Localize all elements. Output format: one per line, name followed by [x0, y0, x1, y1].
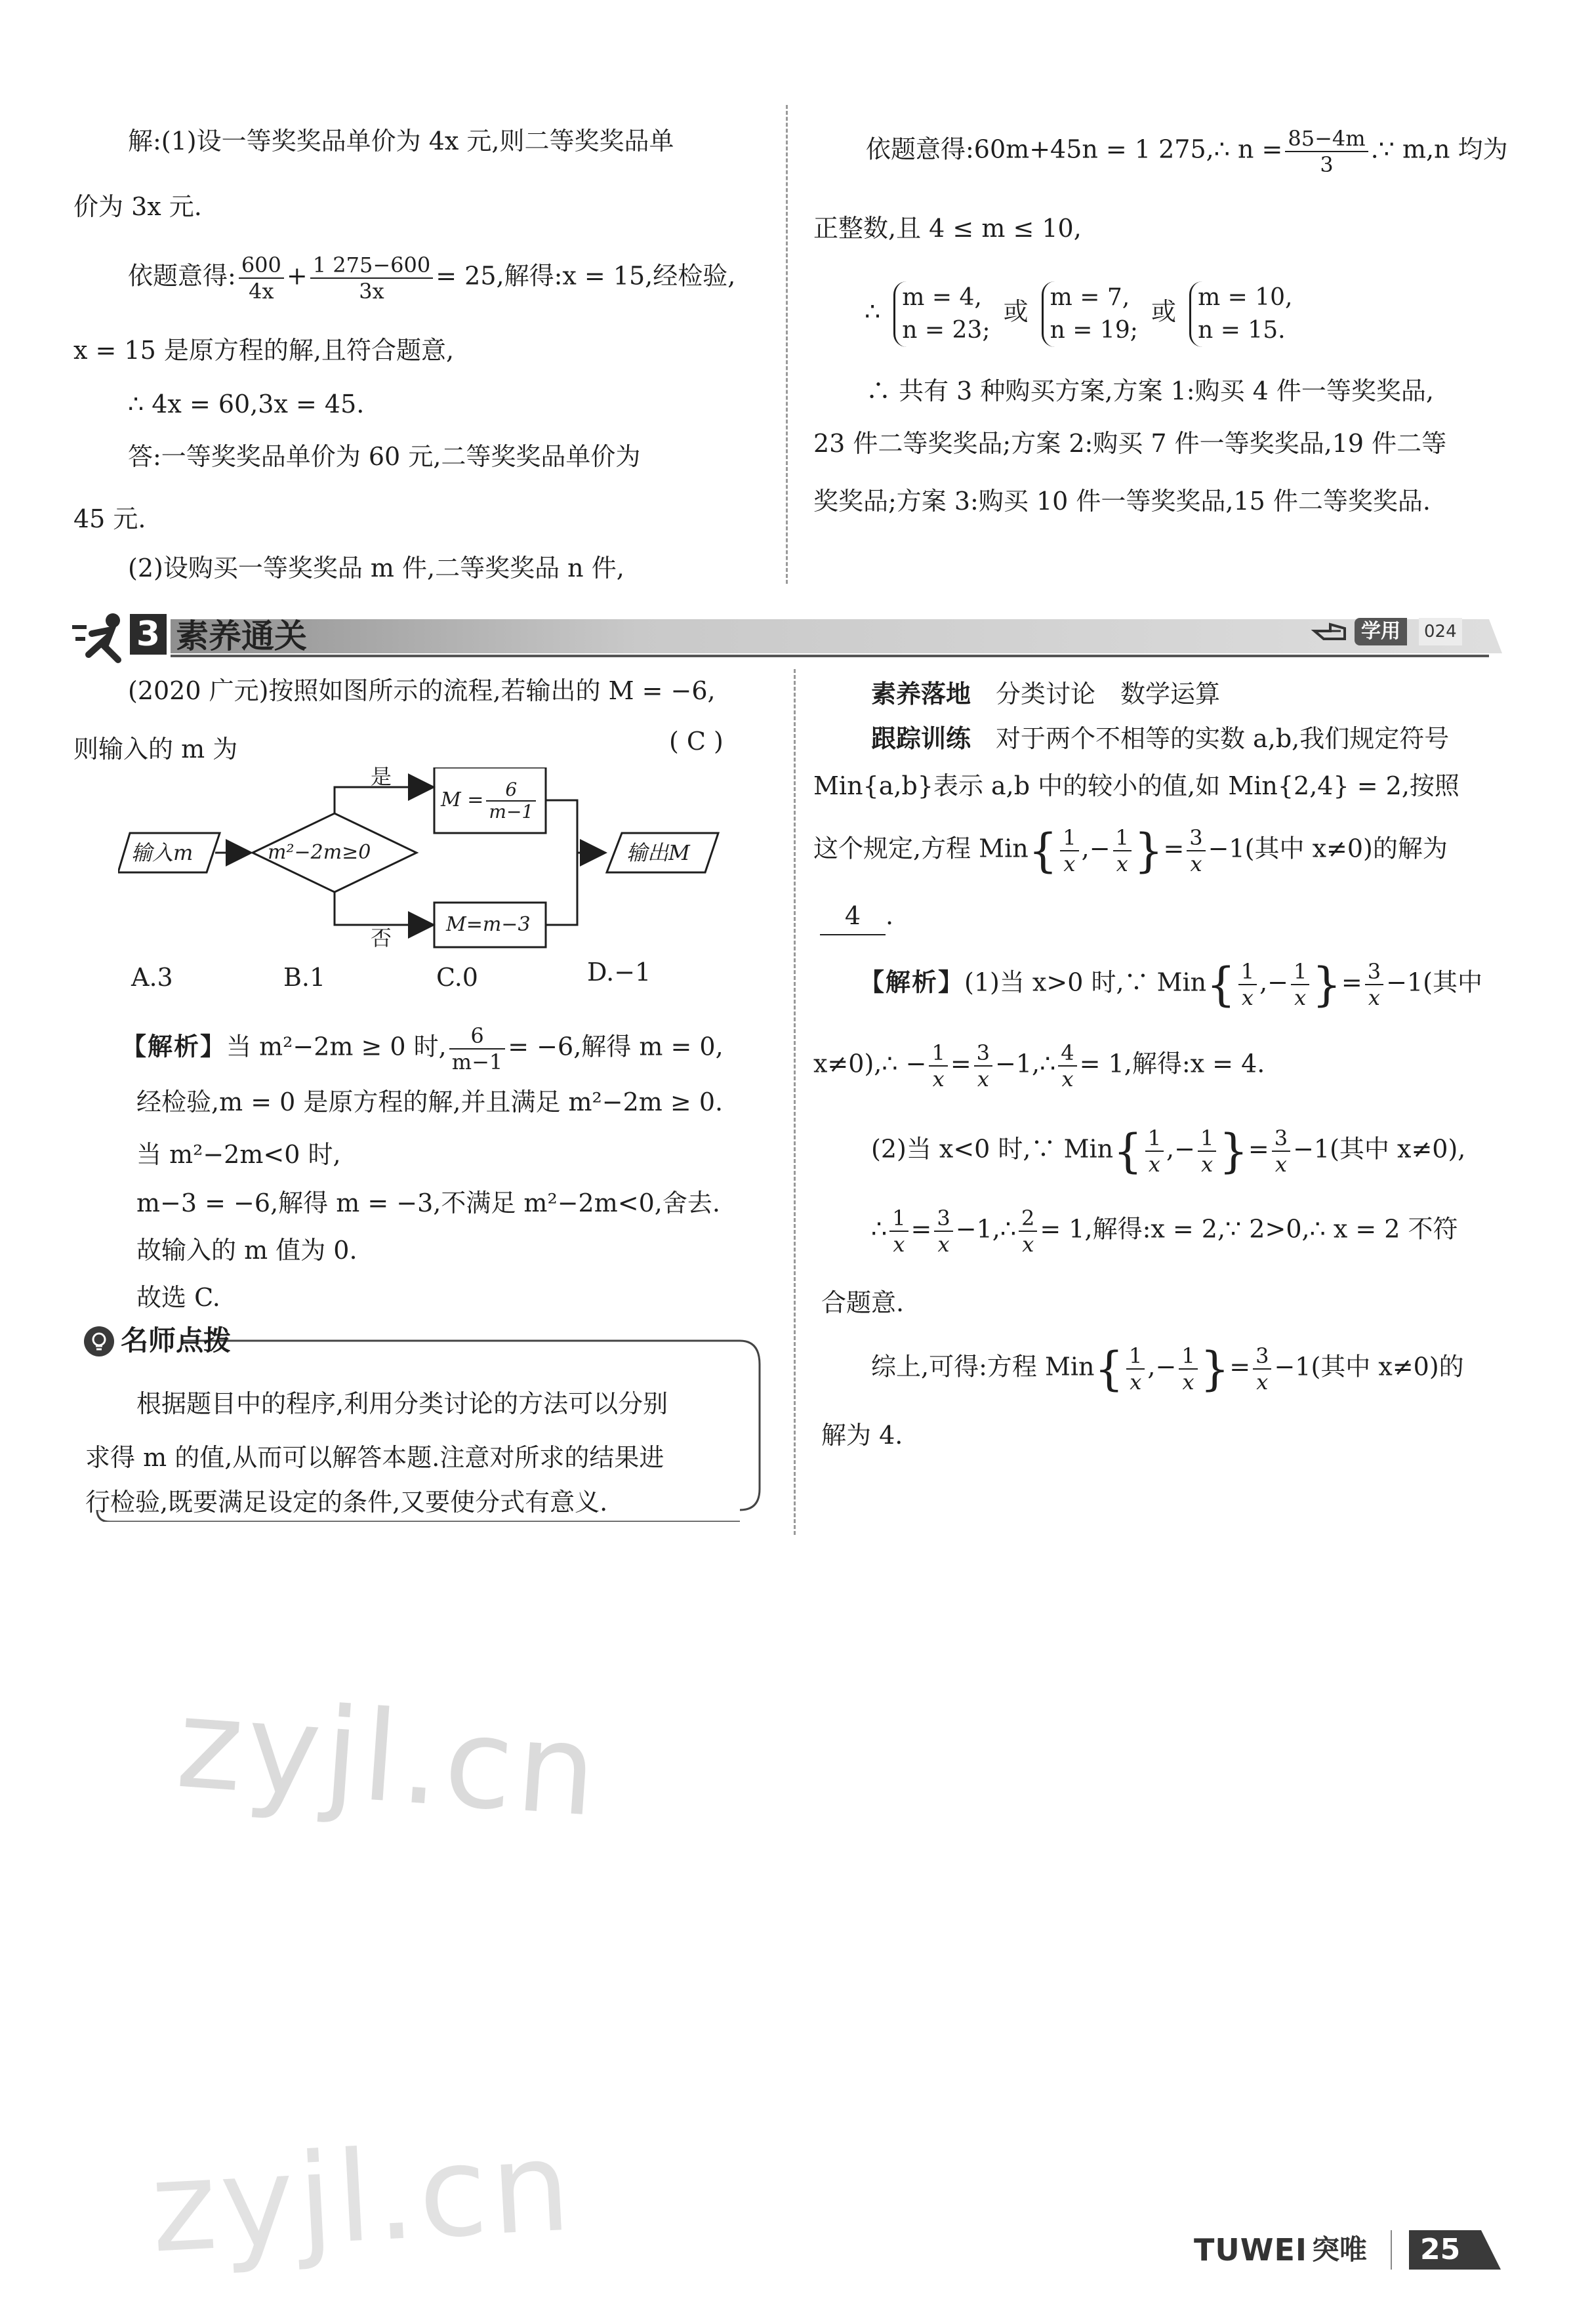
- question-line: 则输入的 m 为: [73, 735, 238, 764]
- fraction: $\frac{85-4m}{3}$: [1285, 126, 1368, 177]
- lead-line: 素养落地 分类讨论 数学运算: [871, 680, 1221, 708]
- solution-systems: ∴ m = 4, n = 23; 或 m = 7, n = 19; 或 m = 10, n = 15.: [865, 275, 1298, 348]
- option-d: D.−1: [587, 958, 651, 987]
- page-number: 25: [1420, 2233, 1461, 2266]
- fraction: $\frac{6}{m-1}$: [449, 1023, 506, 1074]
- flow-box1: M = $\frac{6}{m-1}$: [441, 774, 539, 826]
- text-line: 奖奖品;方案 3:购买 10 件一等奖奖品,15 件二等奖奖品.: [813, 487, 1431, 516]
- flow-yes-label: 是: [371, 764, 392, 789]
- analysis-line: (2)当 x<0 时,∵ Min{ $\frac{1}{x}$ ,− $\frac{1}{x}$ }= $\frac{3}{x}$ −1(其中 x≠0),: [871, 1124, 1466, 1178]
- tag-label: 学用: [1355, 618, 1407, 645]
- text-line: 答:一等奖奖品单价为 60 元,二等奖奖品单价为: [128, 442, 641, 471]
- text-line: x = 15 是原方程的解,且符合题意,: [73, 336, 455, 365]
- equation-system: m = 7, n = 19;: [1042, 281, 1138, 347]
- text-line: ∴ 4x = 60,3x = 45.: [128, 390, 365, 418]
- equation-line: 依题意得: $\frac{600}{4x}$ + $\frac{1 275-600}{3x}$ = 25,解得:x = 15,经检验,: [128, 253, 736, 304]
- equation-line: 这个规定,方程 Min{ $\frac{1}{x}$ ,− $\frac{1}{x}$ }= $\frac{3}{x}$ −1(其中 x≠0)的解为: [813, 824, 1448, 878]
- answer-blank: 4 .: [820, 897, 893, 935]
- brand: TUWEI: [1194, 2232, 1308, 2268]
- text-line: 正整数,且 4 ≤ m ≤ 10,: [813, 214, 1082, 243]
- brand-cn: 突唯: [1312, 2233, 1368, 2266]
- analysis-line: 【解析】(1)当 x>0 时,∵ Min{ $\frac{1}{x}$ ,− $\frac{1}{x}$ }= $\frac{3}{x}$ −1(其中: [859, 958, 1482, 1011]
- analysis-line: 当 m²−2m<0 时,: [136, 1140, 341, 1169]
- pointing-hand-icon: [1311, 613, 1350, 645]
- analysis-line: 故选 C.: [136, 1283, 220, 1312]
- answer-choice: ( C ): [669, 727, 724, 756]
- tag-number: 024: [1419, 618, 1462, 645]
- section-title: 素养通关: [176, 617, 307, 655]
- train-label: 跟踪训练: [871, 724, 971, 753]
- option-a: A.3: [131, 963, 173, 992]
- analysis-line: 合题意.: [821, 1288, 905, 1317]
- tip-line: 求得 m 的值,从而可以解答本题.注意对所求的结果进: [85, 1443, 664, 1472]
- lightbulb-icon: [84, 1326, 114, 1356]
- answer-value: 4: [820, 897, 886, 935]
- analysis-line: ∴ $\frac{1}{x}$ = $\frac{3}{x}$ −1,∴ $\frac{2}{x}$ = 1,解得:x = 2,∵ 2>0,∴ x = 2 不符: [871, 1206, 1458, 1257]
- analysis-line: 综上,可得:方程 Min{ $\frac{1}{x}$ ,− $\frac{1}{x}$ }= $\frac{3}{x}$ −1(其中 x≠0)的: [871, 1342, 1464, 1396]
- watermark: zyjl.cn: [147, 2113, 578, 2281]
- question-line: (2020 广元)按照如图所示的流程,若输出的 M = −6,: [128, 676, 716, 705]
- analysis-line: x≠0),∴ − $\frac{1}{x}$ = $\frac{3}{x}$ −1,∴ $\frac{4}{x}$ = 1,解得:x = 4.: [813, 1040, 1265, 1091]
- train-line: 跟踪训练 对于两个不相等的实数 a,b,我们规定符号: [871, 724, 1450, 753]
- flowchart: [118, 764, 728, 951]
- watermark: zyjl.cn: [173, 1670, 605, 1845]
- analysis-line: m−3 = −6,解得 m = −3,不满足 m²−2m<0,舍去.: [136, 1189, 720, 1217]
- runner-icon: [72, 607, 138, 666]
- column-divider-top: [786, 105, 788, 584]
- text-line: 23 件二等奖奖品;方案 2:购买 7 件一等奖奖品,19 件二等: [813, 429, 1447, 458]
- option-b: B.1: [283, 963, 326, 992]
- text-line: 价为 3x 元.: [73, 192, 202, 221]
- flow-condition: m²−2m≥0: [268, 841, 371, 864]
- flow-output-label: 输出M: [626, 840, 690, 865]
- tip-line: 根据题目中的程序,利用分类讨论的方法可以分别: [136, 1389, 668, 1418]
- lead-label: 素养落地: [871, 680, 971, 708]
- text-line: 45 元.: [73, 504, 146, 533]
- equation-system: m = 4, n = 23;: [893, 281, 990, 347]
- text-line: (2)设购买一等奖奖品 m 件,二等奖奖品 n 件,: [128, 554, 624, 582]
- analysis-line: 【解析】当 m²−2m ≥ 0 时, $\frac{6}{m-1}$ = −6,解得 m = 0,: [121, 1023, 724, 1074]
- tip-title: 名师点拨: [121, 1324, 232, 1356]
- footer: [1194, 2224, 1509, 2276]
- column-divider-bottom: [794, 669, 796, 1535]
- flow-no-label: 否: [371, 926, 392, 950]
- analysis-line: 解为 4.: [821, 1421, 903, 1450]
- flow-input-label: 输入m: [131, 840, 194, 865]
- footer-divider: [1391, 2230, 1392, 2270]
- text-line: 解:(1)设一等奖奖品单价为 4x 元,则二等奖奖品单: [128, 127, 674, 155]
- analysis-line: 故输入的 m 值为 0.: [136, 1236, 357, 1265]
- equation-line: 依题意得:60m+45n = 1 275,∴ n = $\frac{85-4m}{3}$ .∵ m,n 均为: [866, 126, 1508, 177]
- fraction: $\frac{1 275-600}{3x}$: [310, 253, 434, 304]
- section-number: 3: [130, 614, 167, 655]
- equation-system: m = 10, n = 15.: [1189, 281, 1292, 347]
- text-line: ∴ 共有 3 种购买方案,方案 1:购买 4 件一等奖奖品,: [866, 377, 1434, 405]
- section-banner: [72, 607, 1502, 666]
- text-line: Min{a,b}表示 a,b 中的较小的值,如 Min{2,4} = 2,按照: [813, 771, 1459, 800]
- fraction: $\frac{600}{4x}$: [239, 253, 284, 304]
- analysis-line: 经检验,m = 0 是原方程的解,并且满足 m²−2m ≥ 0.: [136, 1088, 724, 1116]
- option-c: C.0: [436, 963, 478, 992]
- analysis-tag: 【解析】: [121, 1032, 227, 1061]
- flow-box2: M=m−3: [446, 913, 531, 936]
- tip-line: 行检验,既要满足设定的条件,又要使分式有意义.: [85, 1488, 608, 1517]
